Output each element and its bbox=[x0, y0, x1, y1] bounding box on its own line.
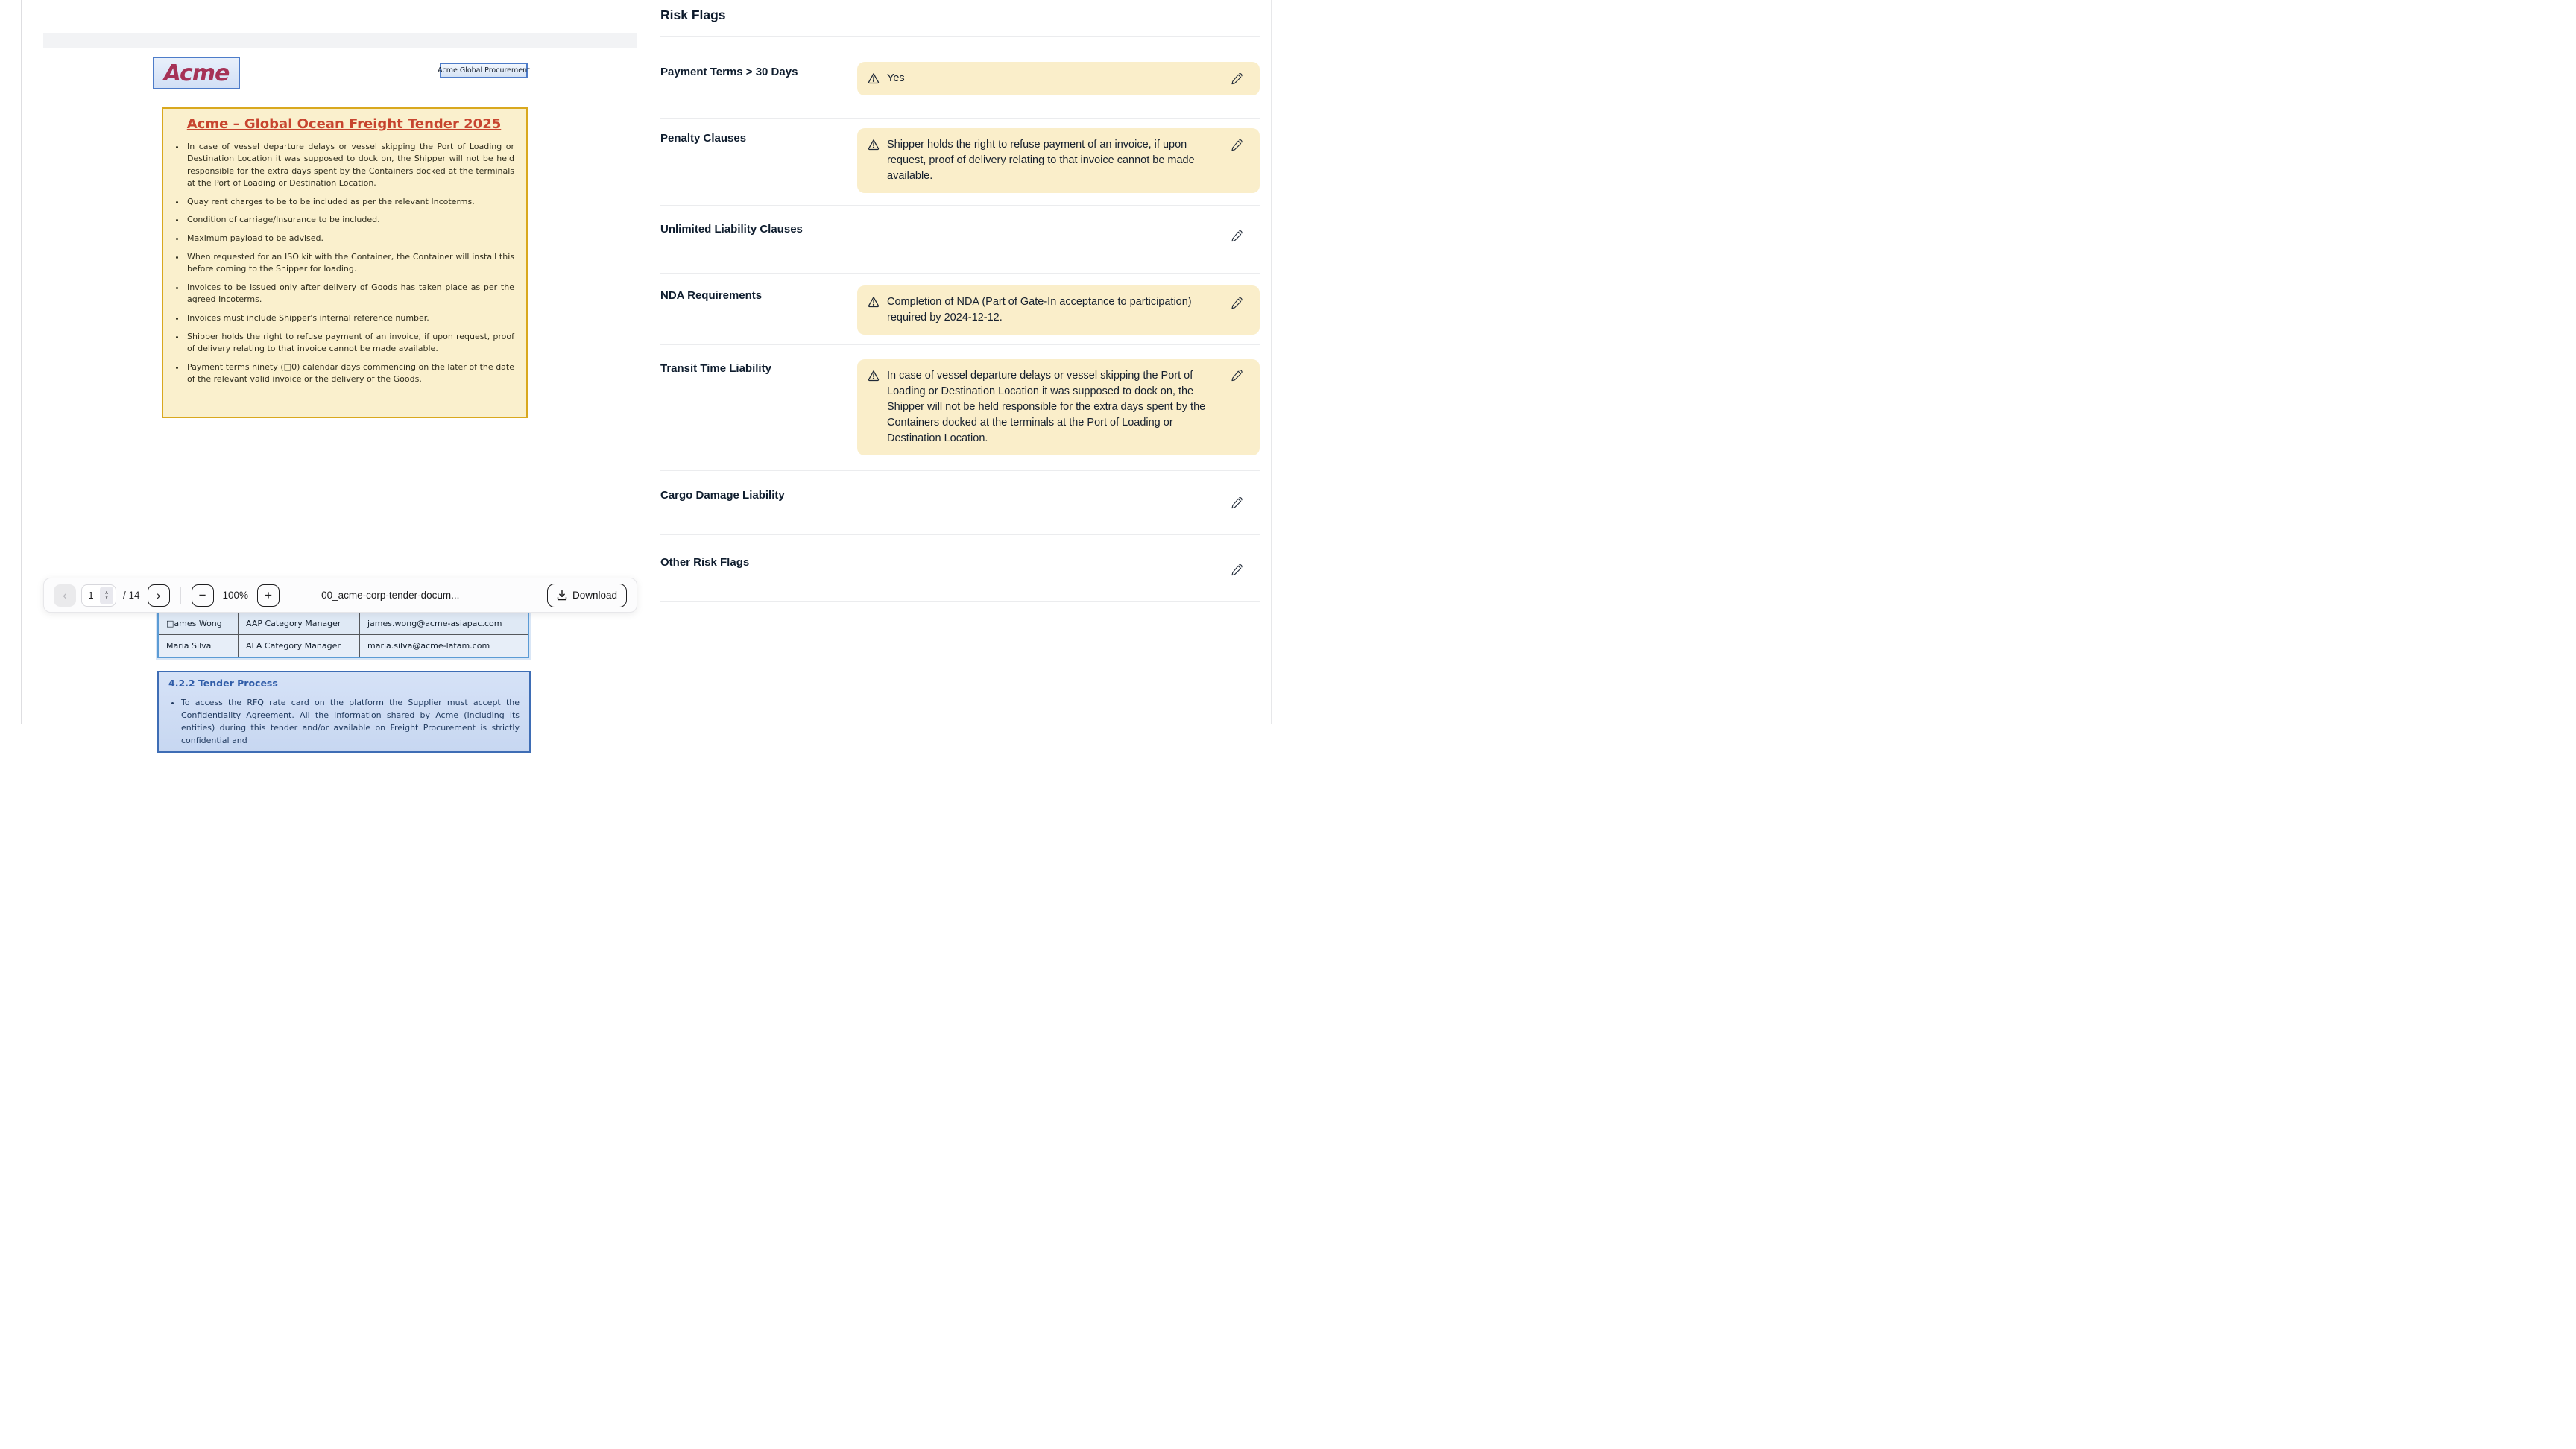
tender-summary-box bbox=[162, 107, 528, 418]
warning-icon bbox=[868, 296, 880, 308]
section-bullet: • To access the RFQ rate card on the platform the Supplier must accept the Confidentiality Agreement. All the information shared by Acme (including its entities) during this tender and/or available on Freight Procurement is strictly confidential and bbox=[181, 696, 520, 747]
tender-bullet: • Quay rent charges to be to be included as per the relevant Incoterms. bbox=[186, 196, 514, 208]
edit-pencil-icon[interactable] bbox=[1230, 564, 1243, 577]
risk-value-text: Shipper holds the right to refuse payment of an invoice, if upon request, proof of delivery relating to that invoice cannot be made available. bbox=[887, 139, 1195, 182]
zoom-in-button[interactable] bbox=[257, 584, 280, 607]
edit-pencil-icon[interactable] bbox=[1230, 72, 1243, 86]
contact-role: ALA Category Manager bbox=[239, 634, 360, 657]
minus-icon: − bbox=[198, 587, 206, 602]
row-divider bbox=[660, 273, 1260, 274]
zoom-out-button[interactable] bbox=[192, 584, 214, 607]
tender-bullet: • Invoices to be issued only after delivery of Goods has taken place as per the agreed Incoterms. bbox=[186, 282, 514, 306]
row-divider bbox=[660, 36, 1260, 37]
tender-bullet: • When requested for an ISO kit with the Container, the Container will install this before coming to the Shipper for loading. bbox=[186, 251, 514, 276]
stepper-down-icon[interactable]: ∨ bbox=[104, 594, 109, 600]
page-number-stepper[interactable] bbox=[100, 587, 113, 604]
page-number-input[interactable] bbox=[81, 584, 116, 607]
stepper-up-icon[interactable]: ∧ bbox=[104, 590, 109, 596]
app-window bbox=[0, 0, 1288, 746]
chevron-right-icon: › bbox=[156, 587, 161, 602]
contact-email: maria.silva@acme-latam.com bbox=[360, 634, 528, 657]
warning-icon bbox=[868, 370, 880, 382]
row-divider bbox=[660, 470, 1260, 471]
row-divider bbox=[660, 601, 1260, 602]
tender-bullet: • Payment terms ninety (□0) calendar days commencing on the later of the date of the relevant valid invoice or the delivery of the Goods. bbox=[186, 362, 514, 386]
tender-bullet: • Invoices must include Shipper's internal reference number. bbox=[186, 312, 514, 324]
risk-value-text: In case of vessel departure delays or vessel skipping the Port of Loading or Destination Location it was supposed to dock on, the Shipper will not be held responsible for the extra days spent by the Containers docked at the terminals at the Port of Loading or Destination Location. bbox=[887, 370, 1206, 444]
risk-row-label: Unlimited Liability Clauses bbox=[660, 223, 803, 236]
risk-value-text: Completion of NDA (Part of Gate-In acceptance to participation) required by 2024-12-12. bbox=[887, 296, 1192, 323]
tender-bullet: • In case of vessel departure delays or vessel skipping the Port of Loading or Destination Location it was supposed to dock on, the Shipper will not be held responsible for the extra days spent by the Containers docked at the terminals at the Port of Loading or Destination Location. bbox=[186, 141, 514, 189]
risk-row-label: Cargo Damage Liability bbox=[660, 489, 785, 502]
plus-icon: + bbox=[265, 587, 273, 602]
document-filename: 00_acme-corp-tender-docum... bbox=[321, 590, 460, 601]
acme-logo-text: Acme bbox=[163, 60, 230, 86]
risk-row-label: NDA Requirements bbox=[660, 289, 763, 302]
row-divider bbox=[660, 344, 1260, 345]
pdf-viewer-top-strip bbox=[43, 33, 637, 48]
risk-row-label: Penalty Clauses bbox=[660, 132, 747, 145]
risk-row-label: Other Risk Flags bbox=[660, 556, 750, 569]
download-button[interactable] bbox=[547, 584, 627, 607]
risk-value-box bbox=[857, 285, 1260, 335]
contacts-table bbox=[157, 612, 529, 658]
left-pane-divider bbox=[21, 0, 22, 724]
risk-flags-title: Risk Flags bbox=[660, 7, 726, 22]
edit-pencil-icon[interactable] bbox=[1230, 297, 1243, 310]
page-number-value[interactable]: 1 bbox=[88, 590, 94, 601]
page-total-label: / 14 bbox=[123, 590, 140, 601]
table-row bbox=[159, 634, 528, 657]
risk-value-box bbox=[857, 128, 1260, 193]
risk-value-text: Yes bbox=[887, 72, 905, 84]
download-icon bbox=[557, 590, 567, 601]
contact-email: james.wong@acme-asiapac.com bbox=[360, 612, 528, 634]
download-button-label: Download bbox=[572, 590, 617, 601]
edit-pencil-icon[interactable] bbox=[1230, 139, 1243, 152]
section-bullet-list bbox=[168, 696, 520, 747]
next-page-button[interactable] bbox=[148, 584, 170, 607]
previous-page-button[interactable] bbox=[54, 584, 76, 607]
edit-pencil-icon[interactable] bbox=[1230, 230, 1243, 243]
contact-name: □ames Wong bbox=[159, 612, 239, 634]
risk-value-box bbox=[857, 62, 1260, 95]
zoom-level-label: 100% bbox=[222, 590, 249, 601]
contact-name: Maria Silva bbox=[159, 634, 239, 657]
chevron-left-icon: ‹ bbox=[63, 587, 67, 602]
tender-process-section bbox=[157, 671, 531, 753]
tender-bullet: • Maximum payload to be advised. bbox=[186, 233, 514, 244]
risk-row-label: Transit Time Liability bbox=[660, 362, 771, 375]
edit-pencil-icon[interactable] bbox=[1230, 369, 1243, 382]
edit-pencil-icon[interactable] bbox=[1230, 496, 1243, 510]
row-divider bbox=[660, 118, 1260, 119]
contact-role: AAP Category Manager bbox=[239, 612, 360, 634]
risk-value-box bbox=[857, 359, 1260, 455]
document-title: Acme – Global Ocean Freight Tender 2025 bbox=[186, 116, 502, 132]
toolbar-separator bbox=[180, 587, 181, 604]
row-divider bbox=[660, 534, 1260, 535]
section-heading: 4.2.2 Tender Process bbox=[168, 678, 278, 689]
document-header-badge: Acme Global Procurement bbox=[440, 63, 528, 78]
acme-logo bbox=[153, 57, 240, 89]
panel-scroll-gutter bbox=[1271, 0, 1272, 724]
risk-row-label: Payment Terms > 30 Days bbox=[660, 66, 798, 78]
row-divider bbox=[660, 205, 1260, 206]
table-row bbox=[159, 612, 528, 634]
tender-bullet-list bbox=[174, 141, 514, 385]
warning-icon bbox=[868, 72, 880, 84]
tender-bullet: • Shipper holds the right to refuse payment of an invoice, if upon request, proof of delivery relating to that invoice cannot be made available. bbox=[186, 331, 514, 356]
warning-icon bbox=[868, 139, 880, 151]
pdf-toolbar bbox=[43, 578, 637, 613]
tender-bullet: • Condition of carriage/Insurance to be included. bbox=[186, 214, 514, 226]
